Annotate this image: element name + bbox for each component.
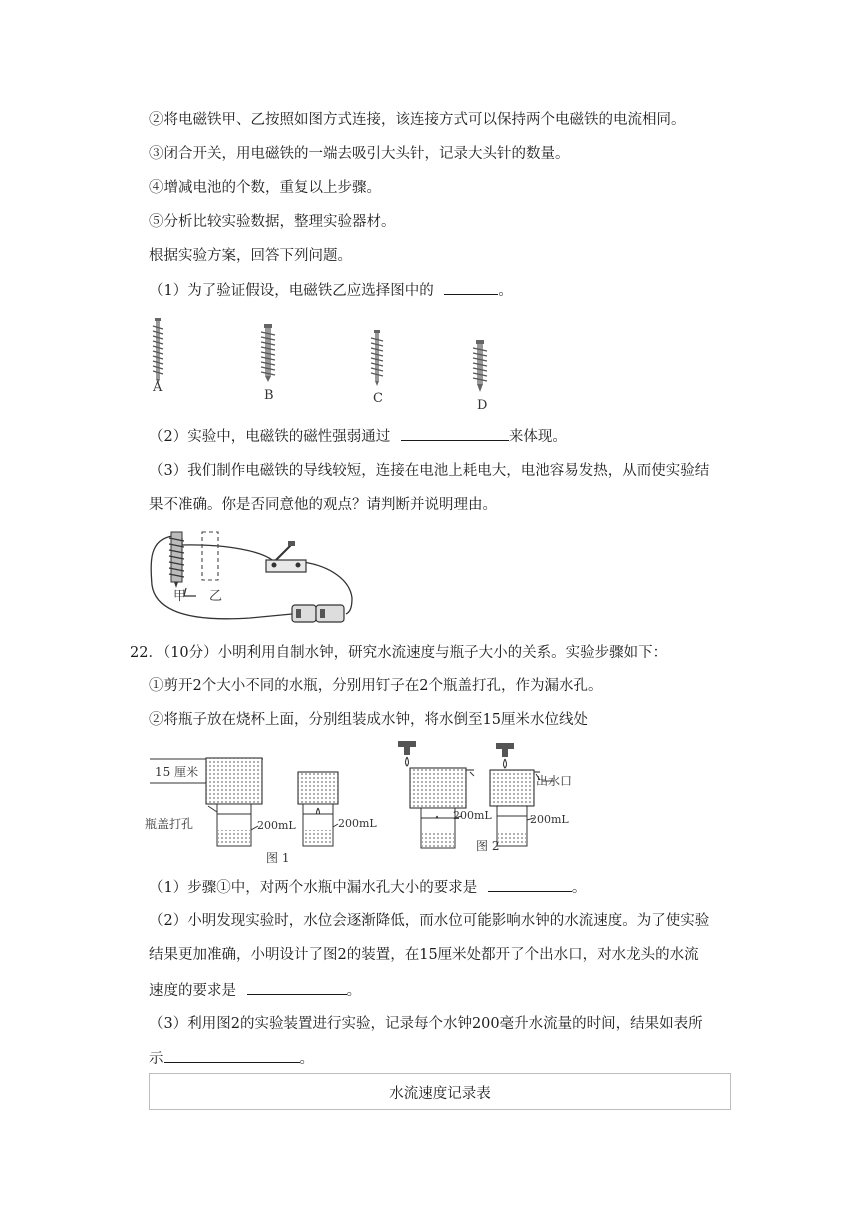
fig2-large-bottle — [410, 768, 492, 848]
answer-blank[interactable] — [164, 1048, 300, 1063]
q22-header: 22．（10分）小明利用自制水钟，研究水流速度与瓶子大小的关系。实验步骤如下： — [130, 645, 668, 661]
q21-part1-text: （1）为了验证假设，电磁铁乙应选择图中的 — [149, 283, 434, 299]
nail-label-a: A — [153, 380, 163, 395]
answer-blank[interactable] — [247, 980, 347, 995]
q21-part3-line1: （3）我们制作电磁铁的导线较短，连接在电池上耗电大，电池容易发热，从而使实验结 — [149, 463, 710, 479]
q22-part2-line3-text: 速度的要求是 — [149, 983, 236, 999]
q22-part3-line2 — [149, 1048, 314, 1069]
q22-part2-line3 — [149, 980, 361, 1001]
fig2-outlet-label: 出水口 — [536, 774, 573, 788]
q22-part1-end: 。 — [571, 880, 587, 896]
nail-label-c: C — [373, 391, 383, 406]
fig2-small-bottle — [490, 770, 572, 846]
circuit-label-yi: 乙 — [209, 589, 223, 604]
q21-part1-end: 。 — [498, 283, 513, 299]
fig2-volume-a: 200mL — [453, 809, 492, 822]
step-3: ③闭合开关，用电磁铁的一端去吸引大头针，记录大头针的数量。 — [149, 146, 570, 162]
q21-part2-end: 来体现。 — [508, 429, 567, 445]
fig2-volume-b: 200mL — [530, 813, 569, 826]
q22-part2-line2: 结果更加准确，小明设计了图2的装置，在15厘米处都开了个出水口，对水龙头的水流 — [149, 947, 699, 963]
fig2-tap-left — [398, 741, 416, 766]
fig1-caption: 图 1 — [266, 851, 290, 865]
q21-part3-line2: 果不准确。你是否同意他的观点？请判断并说明理由。 — [149, 497, 497, 513]
q22-step2: ②将瓶子放在烧杯上面，分别组装成水钟，将水倒至15厘米水位线处 — [149, 712, 588, 728]
fig1-volume-a: 200mL — [257, 819, 296, 832]
fig1 — [145, 758, 377, 865]
q22-part2-line3-end: 。 — [346, 983, 362, 999]
q22-part3-line2-end: 。 — [299, 1051, 314, 1067]
nail-label-d: D — [477, 398, 488, 413]
step-5: ⑤分析比较实验数据，整理实验器材。 — [149, 214, 396, 230]
fig2-tap-right — [496, 743, 514, 768]
q22-part1-text: （1）步骤①中，对两个水瓶中漏水孔大小的要求是 — [149, 880, 478, 896]
q22-step1: ①剪开2个大小不同的水瓶，分别用钉子在2个瓶盖打孔，作为漏水孔。 — [149, 678, 603, 694]
fig2 — [398, 741, 572, 853]
step-2: ②将电磁铁甲、乙按照如图方式连接，该连接方式可以保持两个电磁铁的电流相同。 — [149, 112, 686, 128]
intro-text: 根据实验方案，回答下列问题。 — [149, 248, 352, 264]
table-title: 水流速度记录表 — [389, 1086, 491, 1102]
circuit-label-jia: 甲 — [173, 589, 187, 604]
fig1-large-bottle — [206, 758, 296, 846]
q22-part1 — [149, 877, 586, 898]
step-4: ④增减电池的个数，重复以上步骤。 — [149, 180, 381, 196]
q22-part3-line2-text: 示 — [149, 1051, 164, 1067]
water-flow-table — [149, 1073, 731, 1110]
fig2-caption: 图 2 — [476, 839, 500, 853]
fig1-level-label: 15 厘米 — [155, 765, 199, 779]
q22-part2-line1: （2）小明发现实验时，水位会逐渐降低，而水位可能影响水钟的水流速度。为了使实验 — [149, 913, 710, 929]
q21-part2-text: （2）实验中，电磁铁的磁性强弱通过 — [149, 429, 391, 445]
fig1-volume-b: 200mL — [338, 817, 377, 830]
q22-part3-line1: （3）利用图2的实验装置进行实验，记录每个水钟200毫升水流量的时间，结果如表所 — [149, 1016, 703, 1032]
fig1-small-bottle — [298, 772, 377, 846]
answer-blank[interactable] — [488, 877, 572, 892]
nail-label-b: B — [264, 388, 274, 403]
fig1-hole-label: 瓶盖打孔 — [145, 817, 194, 831]
